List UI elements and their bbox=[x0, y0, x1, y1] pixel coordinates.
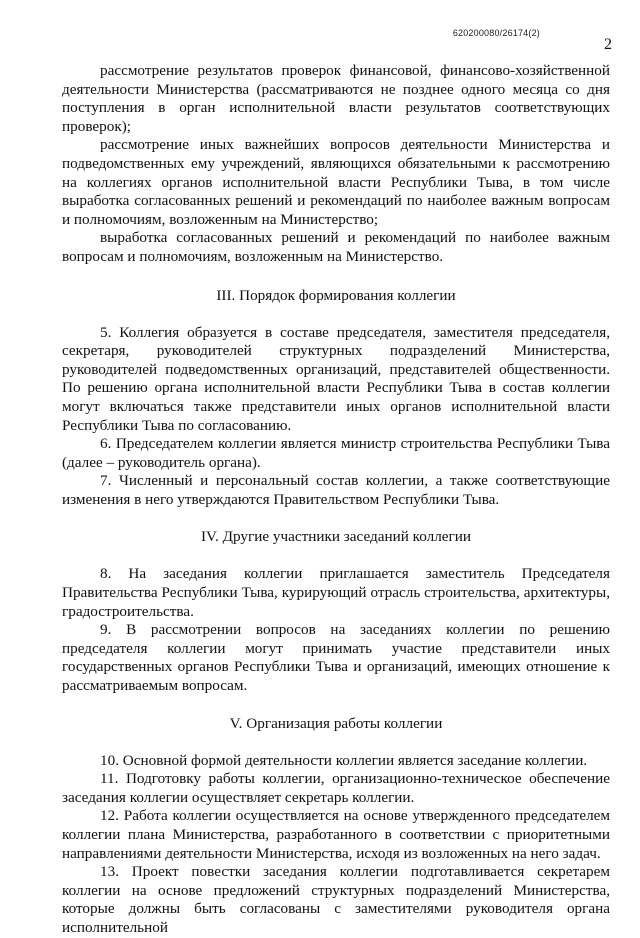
document-code: 620200080/26174(2) bbox=[452, 28, 540, 38]
paragraph: 7. Численный и персональный состав коллегии, а также соответствующие изменения в него утверждаются Правительством Республики Тыва. bbox=[62, 472, 610, 508]
paragraph: 12. Работа коллегии осуществляется на основе утвержденного председателем коллегии плана Министерства, разработанного в соответствии с приоритетными направлениями деятельности Министерства, исходя из возложенных на него задач. bbox=[62, 807, 610, 862]
paragraph: 9. В рассмотрении вопросов на заседаниях коллегии по решению председателя коллегии могут принимать участие представители иных государственных органов Республики Тыва и организаций, имеющих отношение к рассматриваемым вопросам. bbox=[62, 621, 610, 695]
page-number: 2 bbox=[604, 36, 612, 53]
section-heading-5: V. Организация работы коллегии bbox=[229, 714, 443, 732]
paragraph: 11. Подготовку работы коллегии, организационно-техническое обеспечение заседания коллегии осуществляет секретарь коллегии. bbox=[62, 770, 610, 806]
paragraph: выработка согласованных решений и рекомендаций по наиболее важным вопросам и полномочиям, возложенным на Министерство. bbox=[62, 229, 610, 265]
paragraph: 5. Коллегия образуется в составе председателя, заместителя председателя, секретаря, руководителей структурных подразделений Министерства, руководителей подведомственных организаций, представителей общественности. По решению органа исполнительной власти Республики Тыва в состав коллегии могут включаться также представители иных органов исполнительной власти Республики Тыва по согласованию. bbox=[62, 323, 610, 434]
document-body bbox=[62, 62, 610, 938]
paragraph: рассмотрение иных важнейших вопросов деятельности Министерства и подведомственных ему учреждений, являющихся обязательными к рассмотрению на коллегиях органов исполнительной власти Республики Тыва, в том числе выработка согласованных решений и рекомендаций по наиболее важным вопросам и полномочиям, возложенным на Министерство; bbox=[62, 136, 610, 228]
section-heading-3: III. Порядок формирования коллегии bbox=[216, 286, 456, 304]
paragraph: 13. Проект повестки заседания коллегии подготавливается секретарем коллегии на основе предложений структурных подразделений Министерства, которые должны быть согласованы с заместителями руководителя органа исполнительной bbox=[62, 863, 610, 936]
section-heading-4: IV. Другие участники заседаний коллегии bbox=[200, 528, 472, 546]
paragraph: 6. Председателем коллегии является министр строительства Республики Тыва (далее – руководитель органа). bbox=[62, 435, 610, 471]
paragraph: 10. Основной формой деятельности коллегии является заседание коллегии. bbox=[100, 751, 588, 769]
paragraph: рассмотрение результатов проверок финансовой, финансово-хозяйственной деятельности Министерства (рассматриваются не позднее одного месяца со дня поступления в орган исполнительной власти результатов соответствующих проверок); bbox=[62, 62, 610, 135]
paragraph: 8. На заседания коллегии приглашается заместитель Председателя Правительства Республики Тыва, курирующий отрасль строительства, архитектуры, градостроительства. bbox=[62, 565, 610, 620]
